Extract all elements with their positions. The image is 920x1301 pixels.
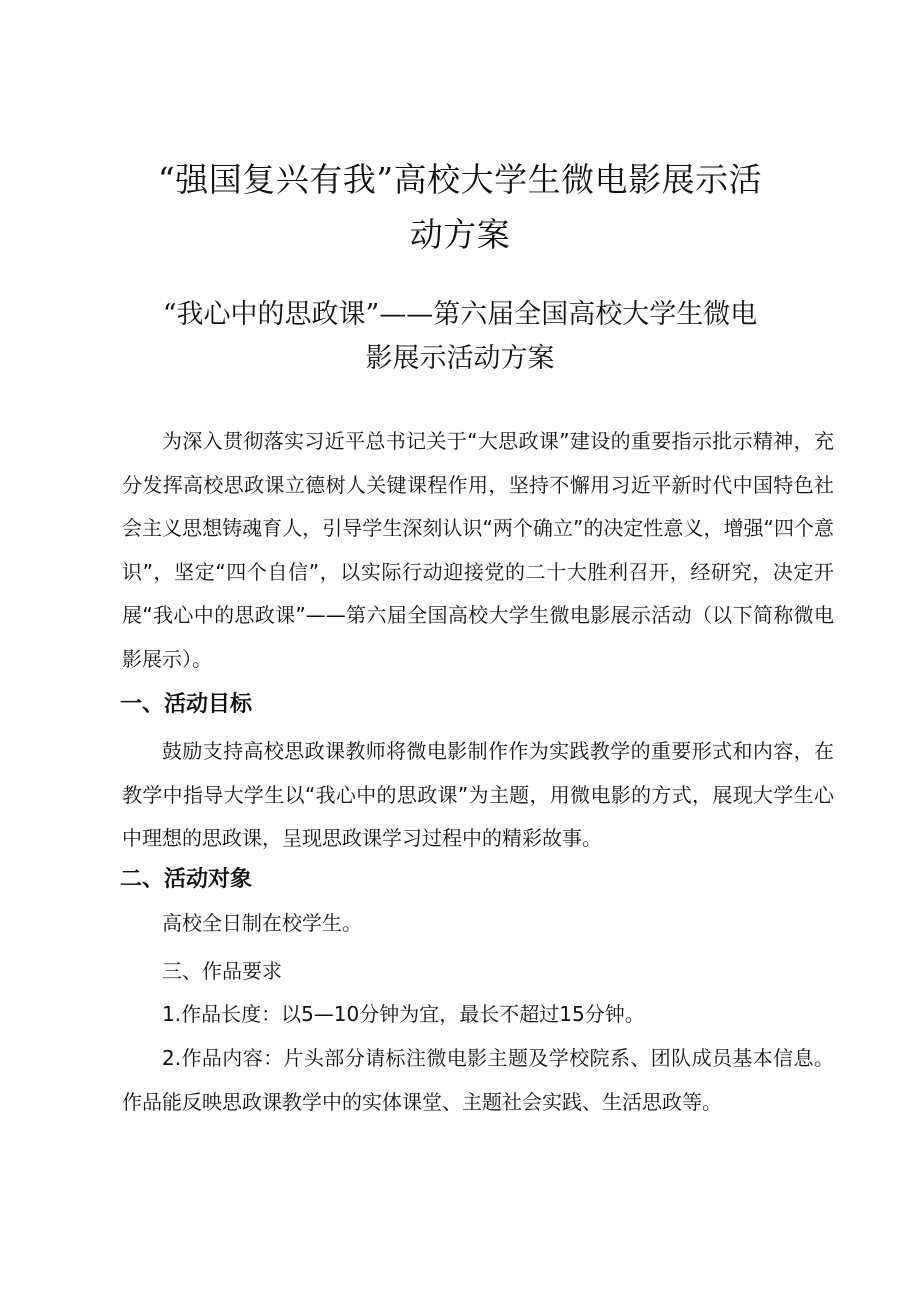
section-heading-target: 二、活动对象 xyxy=(120,867,253,892)
section-paragraph-target: 高校全日制在校学生。 xyxy=(162,911,362,935)
requirement-item-length: 1.作品长度：以5—10分钟为宜，最长不超过15分钟。 xyxy=(162,1002,645,1026)
intro-paragraph: 为深入贯彻落实习近平总书记关于“大思政课”建设的重要指示批示精神，充分发挥高校思政课立德树人关键课程作用，坚持不懈用习近平新时代中国特色社会主义思想铸魂育人，引导学生深刻认识“两个确立”的决定性意义，增强“四个意识”，坚定“四个自信”，以实际行动迎接党的二十大胜利召开，经研究，决定开展“我心中的思政课”——第六届全国高校大学生微电影展示活动（以下简称微电影展示）。 xyxy=(122,429,834,671)
section-heading-requirements: 三、作品要求 xyxy=(162,959,282,983)
document-title-line-1: “强国复兴有我”高校大学生微电影展示活 xyxy=(157,160,763,199)
document-subtitle-line-1: “我心中的思政课”——第六届全国高校大学生微电 xyxy=(162,299,758,330)
requirement-item-content: 2.作品内容：片头部分请标注微电影主题及学校院系、团队成员基本信息。作品能反映思政课教学中的实体课堂、主题社会实践、生活思政等。 xyxy=(122,1046,834,1114)
section-heading-goal: 一、活动目标 xyxy=(120,692,253,717)
section-paragraph-goal: 鼓励支持高校思政课教师将微电影制作作为实践教学的重要形式和内容，在教学中指导大学生以“我心中的思政课”为主题，用微电影的方式，展现大学生心中理想的思政课，呈现思政课学习过程中的精彩故事。 xyxy=(122,739,834,850)
document-subtitle-line-2: 影展示活动方案 xyxy=(365,343,555,374)
document-title-line-2: 动方案 xyxy=(409,215,511,254)
